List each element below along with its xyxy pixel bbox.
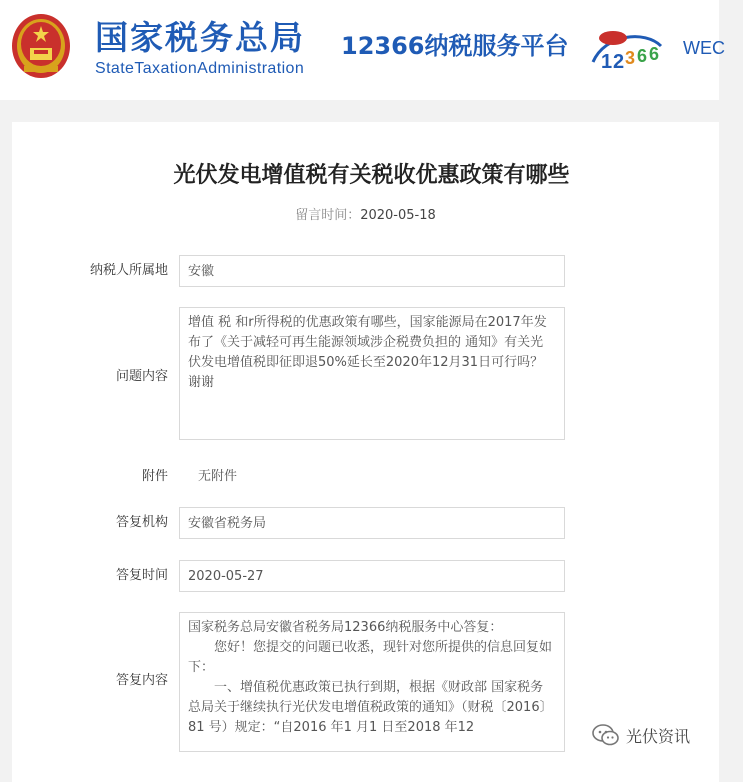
region-field: 安徽: [179, 255, 565, 287]
brand-name-en: StateTaxationAdministration: [95, 60, 305, 77]
platform-title: 12366纳税服务平台: [341, 32, 569, 60]
reply-time-label: 答复时间: [115, 568, 168, 583]
watermark: [592, 721, 690, 749]
svg-text:1: 1: [601, 51, 613, 73]
svg-text:3: 3: [625, 48, 636, 68]
wechat-icon: [592, 724, 620, 746]
page-title: 光伏发电增值税有关税收优惠政策有哪些: [173, 163, 570, 188]
agency-field: 安徽省税务局: [179, 507, 565, 539]
site-header: [0, 0, 725, 100]
wechat-link[interactable]: WEC: [683, 38, 725, 58]
reply-time-field: 2020-05-27: [179, 560, 565, 592]
watermark-text: 光伏资讯: [626, 726, 691, 746]
attachment-value: 无附件: [198, 469, 238, 484]
post-date-value: 2020-05-18: [360, 208, 436, 223]
region-label: 纳税人所属地: [89, 263, 168, 278]
agency-label: 答复机构: [115, 515, 168, 530]
post-date: [0, 206, 731, 226]
svg-text:2: 2: [613, 51, 625, 73]
question-field: 增值 税 和r所得税的优惠政策有哪些，国家能源局在2017年发布了《关于减轻可再生能源领域涉企税费负担的 通知》有关光伏发电增值税即征即退50%延长至2020年12月31日可行吗？谢谢: [179, 307, 565, 440]
reply-line-2: 您好！您提交的问题已收悉，现针对您所提供的信息回复如下：: [188, 640, 553, 675]
attachment-label: 附件: [141, 469, 168, 484]
svg-text:6: 6: [637, 46, 648, 66]
brand-name-cn: 国家税务总局: [95, 18, 305, 57]
national-emblem-icon: [10, 12, 72, 80]
reply-line-1: 国家税务总局安徽省税务局12366纳税服务中心答复：: [188, 620, 503, 635]
svg-text:6: 6: [649, 44, 660, 64]
reply-field[interactable]: [179, 612, 565, 752]
question-label: 问题内容: [115, 369, 168, 384]
post-date-label: 留言时间：: [295, 208, 361, 223]
reply-line-3: 一、增值税优惠政策已执行到期，根据《财政部 国家税务总局关于继续执行光伏发电增值税政策的通知》（财税〔2016〕81 号）规定：“自2016 年1 月1 日至2018 年12: [188, 680, 553, 735]
12366-logo-icon: [587, 24, 667, 80]
reply-label: 答复内容: [115, 673, 168, 688]
